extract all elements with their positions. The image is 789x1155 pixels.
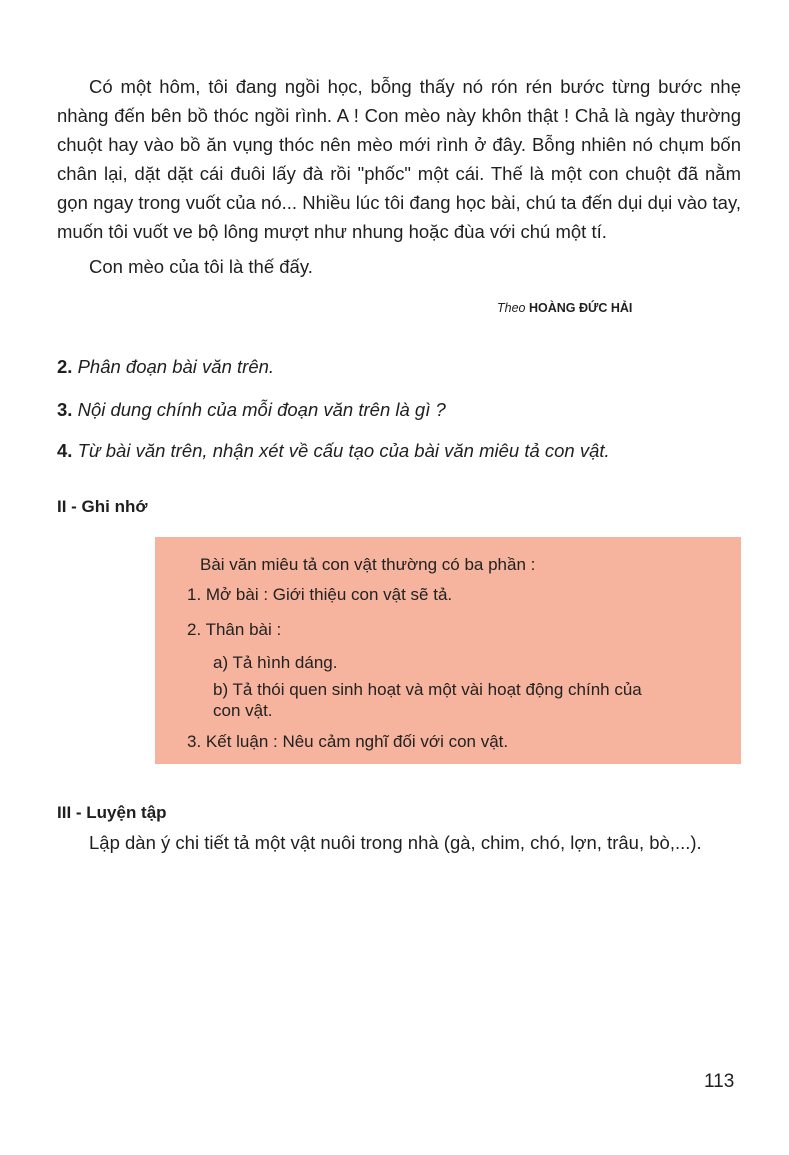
box-subitem-b: b) Tả thói quen sinh hoạt và một vài hoạt động chính của [213,680,642,699]
question-number: 4. [57,440,73,461]
author-name: HOÀNG ĐỨC HẢI [528,301,633,315]
author-credit [497,301,632,315]
box-item-3: 3. Kết luận : Nêu cảm nghĩ đối với con vật. [187,732,509,751]
story-paragraph: Có một hôm, tôi đang ngồi học, bỗng thấy nó rón rén bước từng bước nhẹ nhàng đến bên bồ thóc ngồi rình. A ! Con mèo này khôn thật ! Chả là ngày thường chuột hay vào bồ ăn vụng thóc nên mèo mới rình ở đây. Bỗng nhiên nó chụm bốn chân lại, dặt dặt cái đuôi lấy đà rồi "phốc" một cái. Thế là một con chuột đã nằm gọn ngay trong vuốt của nó... Nhiều lúc tôi đang học bài, chú ta đến dụi dụi vào tay, muốn tôi vuốt ve bộ lông mượt như nhung hoặc đùa với chú một tí. [57,76,741,242]
summary-box [155,537,741,764]
box-item-1: 1. Mở bài : Giới thiệu con vật sẽ tả. [187,585,453,604]
box-subitem-b-continued: con vật. [213,701,273,720]
question-text: Từ bài văn trên, nhận xét về cấu tạo của bài văn miêu tả con vật. [77,440,610,461]
question-2 [57,356,274,378]
page-number: 113 [704,1071,735,1092]
practice-task-text: Lập dàn ý chi tiết tả một vật nuôi trong nhà (gà, chim, chó, lợn, trâu, bò,...). [89,832,702,853]
question-number: 3. [57,399,73,420]
story-paragraph-closing: Con mèo của tôi là thế đấy. [89,256,313,277]
question-3 [57,399,446,421]
question-4 [57,440,610,462]
box-intro-line: Bài văn miêu tả con vật thường có ba phần : [200,555,536,574]
practice-task [57,829,741,857]
section-heading-luyen-tap: III - Luyện tập [57,803,167,822]
box-item-2: 2. Thân bài : [187,620,282,639]
question-text: Nội dung chính của mỗi đoạn văn trên là gì ? [77,399,446,420]
question-text: Phân đoạn bài văn trên. [77,356,275,377]
box-subitem-a: a) Tả hình dáng. [213,653,338,672]
story-excerpt [57,72,741,281]
author-prefix: Theo [497,301,526,315]
section-heading-ghi-nho: II - Ghi nhớ [57,497,148,516]
question-number: 2. [57,356,73,377]
